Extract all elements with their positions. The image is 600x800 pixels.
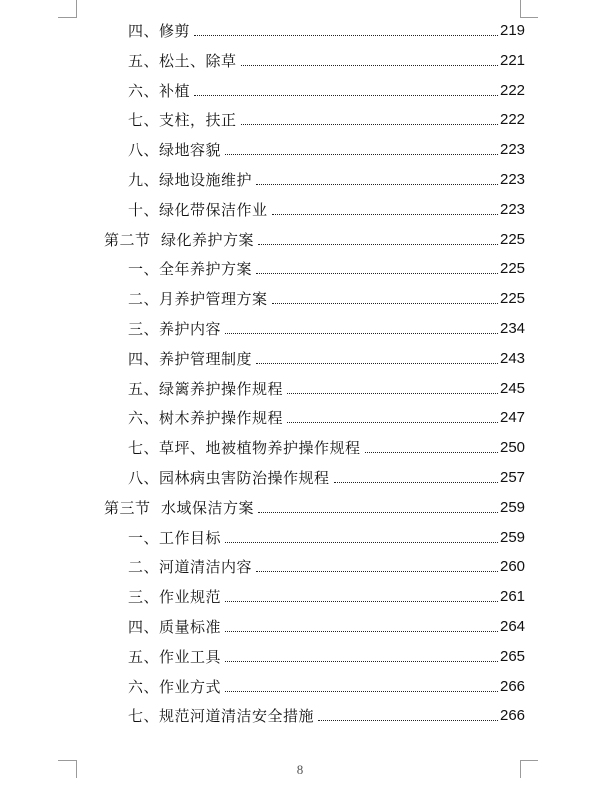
toc-entry[interactable] bbox=[0, 80, 600, 102]
toc-entry-title: 七、草坪、地被植物养护操作规程 bbox=[128, 439, 361, 457]
toc-entry[interactable] bbox=[0, 437, 600, 459]
toc-entry-page: 243 bbox=[500, 350, 526, 367]
toc-entry[interactable] bbox=[0, 616, 600, 638]
toc-entry-page: 261 bbox=[500, 588, 526, 605]
toc-entry[interactable] bbox=[0, 199, 600, 221]
toc-entry-title: 三、养护内容 bbox=[128, 320, 222, 338]
dot-leader bbox=[258, 243, 498, 245]
toc-entry-page: 266 bbox=[500, 678, 526, 695]
dot-leader bbox=[256, 362, 498, 364]
toc-entry-page: 265 bbox=[500, 648, 526, 665]
toc-entry-title: 五、作业工具 bbox=[128, 648, 222, 666]
dot-leader bbox=[272, 213, 498, 215]
toc-entry[interactable] bbox=[0, 258, 600, 280]
toc-entry[interactable] bbox=[0, 378, 600, 400]
dot-leader bbox=[287, 421, 498, 423]
dot-leader bbox=[365, 451, 498, 453]
toc-section-entry[interactable] bbox=[0, 229, 600, 251]
toc-entry[interactable] bbox=[0, 169, 600, 191]
dot-leader bbox=[225, 332, 498, 334]
dot-leader bbox=[194, 94, 498, 96]
toc-entry[interactable] bbox=[0, 556, 600, 578]
toc-entry-page: 260 bbox=[500, 558, 526, 575]
toc-entry-page: 222 bbox=[500, 111, 526, 128]
dot-leader bbox=[334, 481, 498, 483]
toc-entry-page: 264 bbox=[500, 618, 526, 635]
toc-entry[interactable] bbox=[0, 348, 600, 370]
toc-entry-title: 六、补植 bbox=[128, 82, 191, 100]
toc-entry[interactable] bbox=[0, 676, 600, 698]
toc-entry-page: 257 bbox=[500, 469, 526, 486]
dot-leader bbox=[258, 511, 498, 513]
toc-entry[interactable] bbox=[0, 139, 600, 161]
dot-leader bbox=[241, 123, 498, 125]
toc-entry-title: 二、河道清洁内容 bbox=[128, 558, 253, 576]
toc-entry[interactable] bbox=[0, 527, 600, 549]
dot-leader bbox=[225, 690, 498, 692]
toc-entry[interactable] bbox=[0, 586, 600, 608]
dot-leader bbox=[256, 570, 498, 572]
dot-leader bbox=[225, 660, 498, 662]
toc-entry[interactable] bbox=[0, 318, 600, 340]
toc-entry-title: 二、月养护管理方案 bbox=[128, 290, 268, 308]
toc-entry-title: 七、规范河道清洁安全措施 bbox=[128, 707, 315, 725]
toc-entry-title: 四、修剪 bbox=[128, 22, 191, 40]
toc-entry-title: 五、松土、除草 bbox=[128, 52, 237, 70]
toc-entry-page: 225 bbox=[500, 231, 526, 248]
toc-entry-title: 五、绿篱养护操作规程 bbox=[128, 380, 284, 398]
toc-entry[interactable] bbox=[0, 20, 600, 42]
toc-entry-page: 245 bbox=[500, 380, 526, 397]
toc-entry-page: 225 bbox=[500, 290, 526, 307]
toc-entry-title: 第二节 绿化养护方案 bbox=[104, 231, 255, 249]
toc-entry-title: 第三节 水域保洁方案 bbox=[104, 499, 255, 517]
dot-leader bbox=[287, 392, 498, 394]
dot-leader bbox=[318, 719, 498, 721]
toc-entry-title: 六、作业方式 bbox=[128, 678, 222, 696]
toc-entry-title: 六、树木养护操作规程 bbox=[128, 409, 284, 427]
toc-entry-page: 259 bbox=[500, 499, 526, 516]
toc-entry-page: 247 bbox=[500, 409, 526, 426]
toc-entry-page: 266 bbox=[500, 707, 526, 724]
toc-entry-title: 一、全年养护方案 bbox=[128, 260, 253, 278]
toc-entry[interactable] bbox=[0, 407, 600, 429]
toc-entry-page: 234 bbox=[500, 320, 526, 337]
dot-leader bbox=[225, 600, 498, 602]
dot-leader bbox=[256, 183, 498, 185]
toc-entry-page: 259 bbox=[500, 529, 526, 546]
dot-leader bbox=[241, 64, 498, 66]
toc-entry-title: 一、工作目标 bbox=[128, 529, 222, 547]
toc-section-entry[interactable] bbox=[0, 497, 600, 519]
toc-entry-title: 七、支柱，扶正 bbox=[128, 111, 237, 129]
toc-entry-page: 250 bbox=[500, 439, 526, 456]
toc-entry[interactable] bbox=[0, 705, 600, 727]
dot-leader bbox=[225, 153, 498, 155]
toc-entry[interactable] bbox=[0, 288, 600, 310]
dot-leader bbox=[272, 302, 498, 304]
toc-entry-title: 八、园林病虫害防治操作规程 bbox=[128, 469, 330, 487]
dot-leader bbox=[225, 541, 498, 543]
dot-leader bbox=[256, 272, 498, 274]
toc-entry[interactable] bbox=[0, 646, 600, 668]
toc-entry[interactable] bbox=[0, 109, 600, 131]
toc-entry-title: 四、养护管理制度 bbox=[128, 350, 253, 368]
toc-entry-page: 221 bbox=[500, 52, 526, 69]
toc-entry-page: 222 bbox=[500, 82, 526, 99]
toc-entry-page: 223 bbox=[500, 141, 526, 158]
toc-entry-title: 八、绿地容貌 bbox=[128, 141, 222, 159]
page-number: 8 bbox=[296, 762, 304, 777]
toc-entry-page: 225 bbox=[500, 260, 526, 277]
toc-entry-title: 十、绿化带保洁作业 bbox=[128, 201, 268, 219]
toc-entry-title: 九、绿地设施维护 bbox=[128, 171, 253, 189]
toc-entry[interactable] bbox=[0, 50, 600, 72]
toc-entry[interactable] bbox=[0, 467, 600, 489]
dot-leader bbox=[194, 34, 498, 36]
toc-entry-page: 223 bbox=[500, 201, 526, 218]
toc-entry-page: 223 bbox=[500, 171, 526, 188]
dot-leader bbox=[225, 630, 498, 632]
toc-entry-page: 219 bbox=[500, 22, 526, 39]
toc-entry-title: 四、质量标准 bbox=[128, 618, 222, 636]
toc-entry-title: 三、作业规范 bbox=[128, 588, 222, 606]
